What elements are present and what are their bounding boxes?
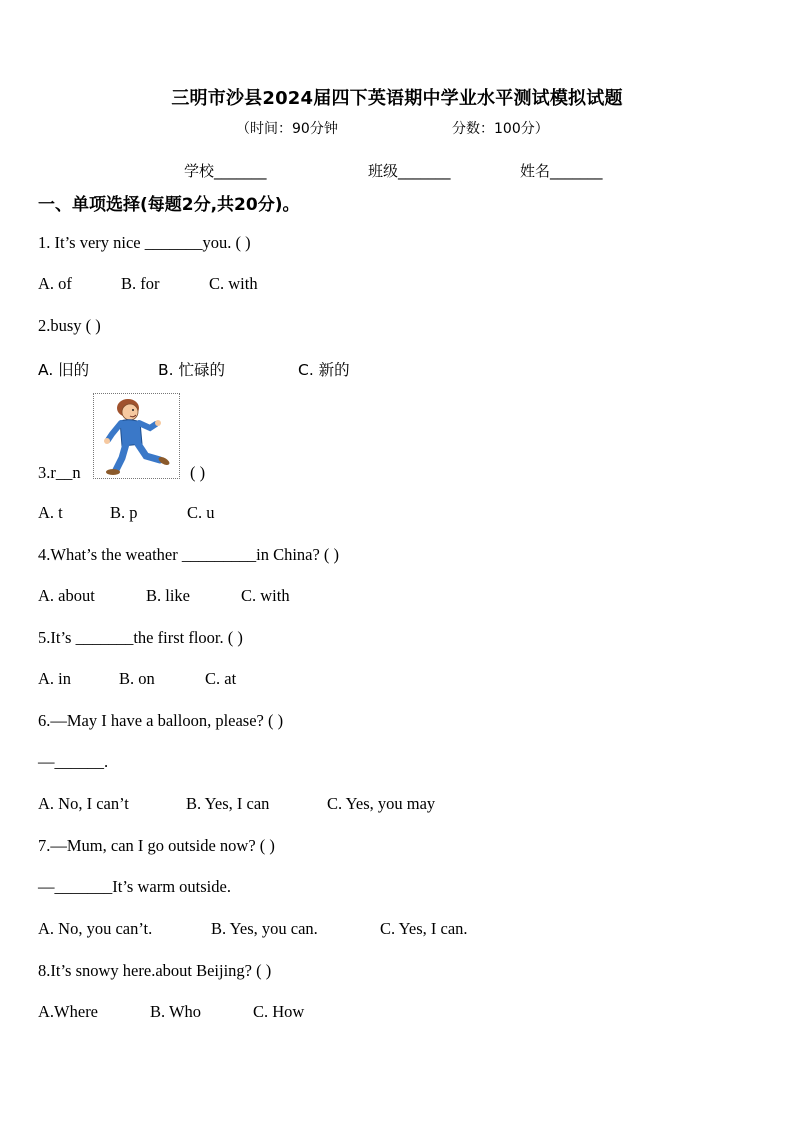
q2-option-c[interactable]: C. 新的: [298, 361, 350, 379]
q5-option-b[interactable]: B. on: [119, 669, 155, 688]
section-heading: 一、单项选择(每题2分,共20分)。: [38, 195, 300, 215]
q1-option-c[interactable]: C. with: [209, 274, 258, 293]
q8-option-c[interactable]: C. How: [253, 1002, 305, 1021]
q3-option-a[interactable]: A. t: [38, 503, 63, 522]
q5-option-c[interactable]: C. at: [205, 669, 237, 688]
q8-option-b[interactable]: B. Who: [150, 1002, 202, 1021]
q1-option-a[interactable]: A. of: [38, 274, 72, 293]
question-7: 7.—Mum, can I go outside now? ( ): [38, 836, 275, 855]
question-3: 3.r__n: [38, 463, 81, 482]
question-6: 6.—May I have a balloon, please? ( ): [38, 711, 284, 730]
q3-answer-paren: ( ): [190, 463, 206, 482]
running-boy-image: [93, 393, 180, 479]
exam-time: （时间：90分钟: [236, 121, 338, 137]
q7-option-c[interactable]: C. Yes, I can.: [380, 919, 468, 938]
q3-option-c[interactable]: C. u: [187, 503, 215, 522]
q6-option-b[interactable]: B. Yes, I can: [186, 794, 270, 813]
question-5: 5.It’s _______the first floor. ( ): [38, 628, 243, 647]
question-1: 1. It’s very nice _______you. ( ): [38, 233, 251, 252]
q7-option-a[interactable]: A. No, you can’t.: [38, 919, 153, 938]
q6-option-a[interactable]: A. No, I can’t: [38, 794, 129, 813]
school-field[interactable]: 学校_______: [184, 162, 267, 180]
q7-reply-line: —_______It’s warm outside.: [38, 877, 231, 896]
name-field[interactable]: 姓名_______: [520, 162, 603, 180]
class-field[interactable]: 班级_______: [368, 162, 451, 180]
q4-option-c[interactable]: C. with: [241, 586, 290, 605]
q4-option-b[interactable]: B. like: [146, 586, 190, 605]
question-2: 2.busy ( ): [38, 316, 101, 335]
question-4: 4.What’s the weather _________in China? ( ): [38, 545, 340, 564]
page-title: 三明市沙县2024届四下英语期中学业水平测试模拟试题: [171, 88, 623, 109]
q6-reply-line: —______.: [38, 752, 109, 771]
q1-option-b[interactable]: B. for: [121, 274, 160, 293]
q4-option-a[interactable]: A. about: [38, 586, 95, 605]
exam-score: 分数：100分）: [452, 121, 549, 137]
q5-option-a[interactable]: A. in: [38, 669, 71, 688]
q8-option-a[interactable]: A.Where: [38, 1002, 99, 1021]
q2-option-b[interactable]: B. 忙碌的: [158, 361, 225, 379]
q3-option-b[interactable]: B. p: [110, 503, 138, 522]
q2-option-a[interactable]: A. 旧的: [38, 361, 90, 379]
q6-option-c[interactable]: C. Yes, you may: [327, 794, 436, 813]
q7-option-b[interactable]: B. Yes, you can.: [211, 919, 318, 938]
question-8: 8.It’s snowy here.about Beijing? ( ): [38, 961, 272, 980]
